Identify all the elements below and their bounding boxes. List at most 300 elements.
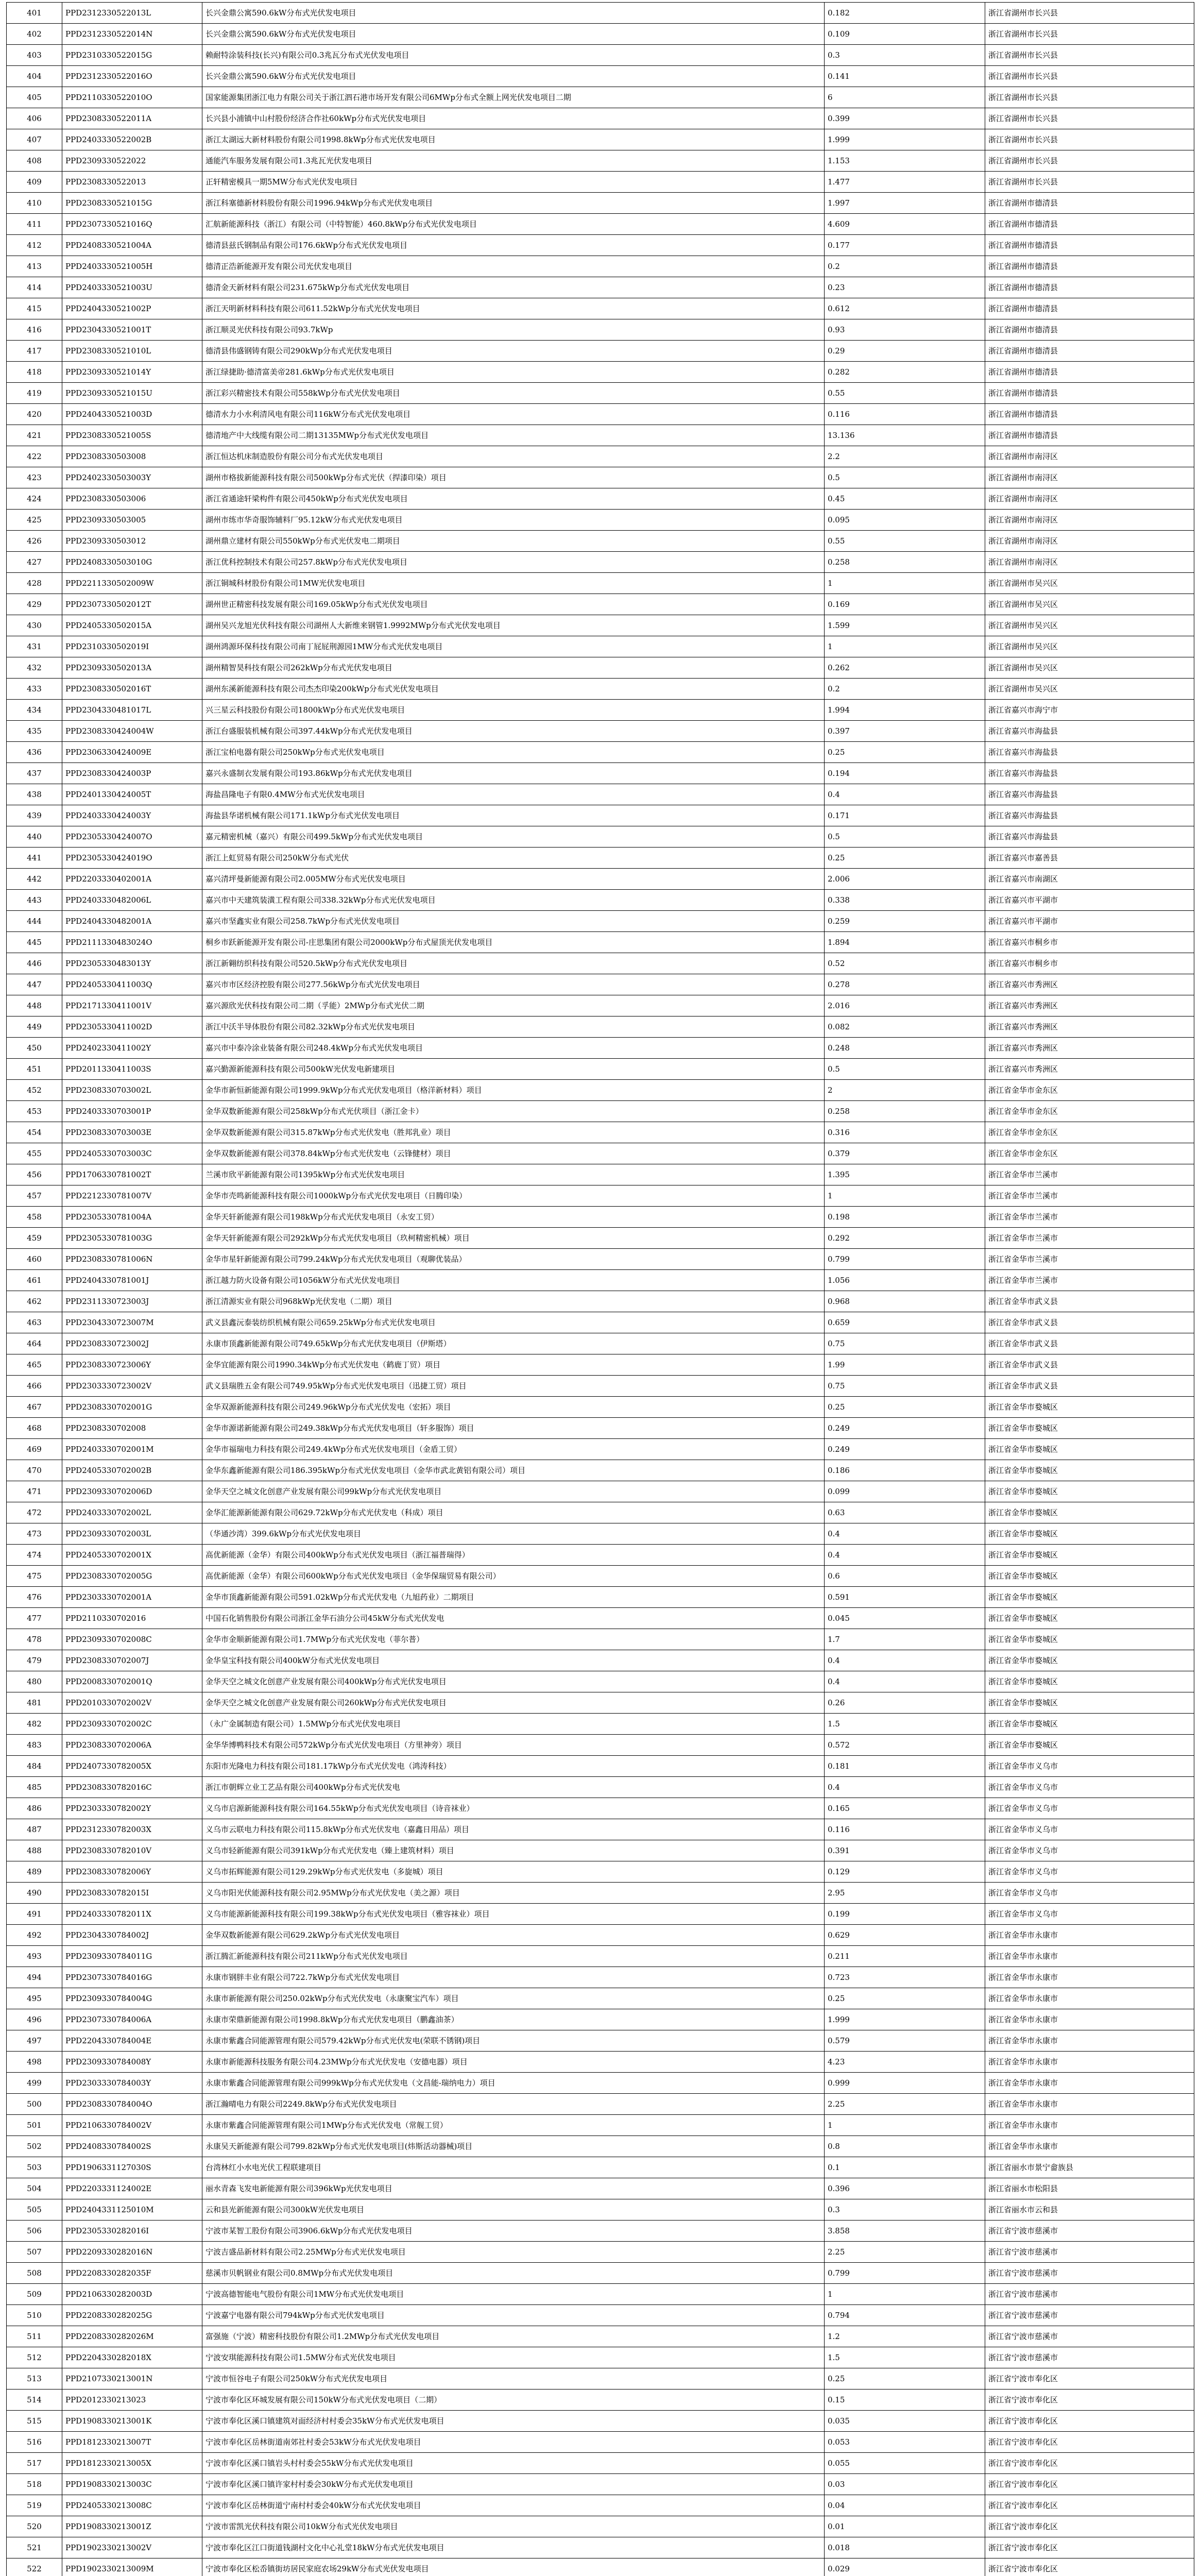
project-code: PPD2309330784004G (62, 1988, 202, 2009)
project-location: 浙江省嘉兴市秀洲区 (985, 1038, 1194, 1059)
capacity-value: 0.129 (825, 1861, 985, 1883)
project-location: 浙江省金华市武义县 (985, 1376, 1194, 1397)
project-table (6, 2, 1194, 2576)
project-location: 浙江省湖州市长兴县 (985, 24, 1194, 45)
table-row (7, 1566, 1194, 1587)
table-row (7, 214, 1194, 235)
row-number: 406 (7, 108, 62, 129)
table-row (7, 1038, 1194, 1059)
row-number: 503 (7, 2157, 62, 2178)
capacity-value: 1 (825, 573, 985, 594)
project-name: 宁波市奉化区环城发展有限公司150kW分布式光伏发电项目（二期） (202, 2389, 825, 2411)
project-location: 浙江省嘉兴市海盐县 (985, 763, 1194, 784)
row-number: 448 (7, 995, 62, 1016)
table-row (7, 1608, 1194, 1629)
row-number: 407 (7, 129, 62, 150)
project-code: PPD2303330723002V (62, 1376, 202, 1397)
capacity-value: 2.016 (825, 995, 985, 1016)
table-row (7, 2411, 1194, 2432)
row-number: 502 (7, 2136, 62, 2157)
project-location: 浙江省金华市武义县 (985, 1333, 1194, 1354)
row-number: 512 (7, 2347, 62, 2368)
table-row (7, 1354, 1194, 1376)
project-location: 浙江省金华市金东区 (985, 1122, 1194, 1143)
project-name: 浙江顺灵光伏科技有限公司93.7kWp (202, 319, 825, 341)
project-location: 浙江省湖州市吴兴区 (985, 594, 1194, 615)
row-number: 517 (7, 2453, 62, 2474)
row-number: 515 (7, 2411, 62, 2432)
row-number: 446 (7, 953, 62, 974)
project-location: 浙江省湖州市长兴县 (985, 108, 1194, 129)
row-number: 504 (7, 2178, 62, 2199)
row-number: 402 (7, 24, 62, 45)
project-code: PPD2309330521015U (62, 383, 202, 404)
table-row (7, 467, 1194, 488)
capacity-value: 0.262 (825, 657, 985, 679)
project-location: 浙江省金华市金东区 (985, 1080, 1194, 1101)
capacity-value: 0.2 (825, 256, 985, 277)
project-location: 浙江省嘉兴市秀洲区 (985, 1059, 1194, 1080)
row-number: 403 (7, 45, 62, 66)
project-name: 宁波市奉化区岳林街道南郊社村委会53kW分布式光伏发电项目 (202, 2432, 825, 2453)
project-name: 金华双数新能源有限公司378.84kWp分布式光伏发电（云锋健材）项目 (202, 1143, 825, 1164)
project-location: 浙江省宁波市慈溪市 (985, 2263, 1194, 2284)
project-location: 浙江省嘉兴市平湖市 (985, 890, 1194, 911)
project-location: 浙江省嘉兴市平湖市 (985, 911, 1194, 932)
project-location: 浙江省金华市兰溪市 (985, 1207, 1194, 1228)
capacity-value: 0.4 (825, 1777, 985, 1798)
project-code: PPD1706330781002T (62, 1164, 202, 1185)
project-code: PPD2308330723006Y (62, 1354, 202, 1376)
project-location: 浙江省金华市武义县 (985, 1354, 1194, 1376)
project-name: 浙江科塞德新材料股份有限公司1996.94kWp分布式光伏发电项目 (202, 193, 825, 214)
table-row (7, 2178, 1194, 2199)
row-number: 506 (7, 2221, 62, 2242)
table-row (7, 362, 1194, 383)
row-number: 436 (7, 742, 62, 763)
capacity-value: 0.4 (825, 1671, 985, 1692)
project-location: 浙江省宁波市奉化区 (985, 2368, 1194, 2389)
project-location: 浙江省宁波市慈溪市 (985, 2242, 1194, 2263)
row-number: 422 (7, 446, 62, 467)
capacity-value: 0.258 (825, 1101, 985, 1122)
project-location: 浙江省湖州市德清县 (985, 341, 1194, 362)
capacity-value: 1.99 (825, 1354, 985, 1376)
project-code: PPD2304330481017L (62, 700, 202, 721)
row-number: 405 (7, 87, 62, 108)
project-name: 德清地产中大线缆有限公司二期13135MWp分布式光伏发电项目 (202, 425, 825, 446)
capacity-value: 0.4 (825, 784, 985, 805)
row-number: 435 (7, 721, 62, 742)
project-code: PPD2010330702002V (62, 1692, 202, 1714)
row-number: 492 (7, 1925, 62, 1946)
project-code: PPD2403330702002L (62, 1502, 202, 1523)
project-location: 浙江省湖州市德清县 (985, 383, 1194, 404)
table-row (7, 932, 1194, 953)
project-location: 浙江省湖州市德清县 (985, 277, 1194, 298)
row-number: 471 (7, 1481, 62, 1502)
project-code: PPD2405330702002B (62, 1460, 202, 1481)
project-location: 浙江省湖州市德清县 (985, 319, 1194, 341)
capacity-value: 0.171 (825, 805, 985, 826)
row-number: 491 (7, 1904, 62, 1925)
row-number: 521 (7, 2537, 62, 2558)
capacity-value: 13.136 (825, 425, 985, 446)
capacity-value: 0.249 (825, 1418, 985, 1439)
capacity-value: 0.03 (825, 2474, 985, 2495)
project-name: 宁波市奉化区松岙镇街坊居民家庭农场29kW分布式光伏发电项目 (202, 2558, 825, 2576)
table-row (7, 1777, 1194, 1798)
project-code: PPD2106330784002V (62, 2115, 202, 2136)
capacity-value: 0.4 (825, 1523, 985, 1545)
project-name: 永康吴天新能源有限公司799.82kWp分布式光伏发电项目(炜斯活动器械)项目 (202, 2136, 825, 2157)
table-row (7, 848, 1194, 869)
project-name: 通能汽车服务发展有限公司1.3兆瓦光伏发电项目 (202, 150, 825, 172)
capacity-value: 1 (825, 1185, 985, 1207)
row-number: 441 (7, 848, 62, 869)
capacity-value: 0.391 (825, 1840, 985, 1861)
capacity-value: 0.01 (825, 2516, 985, 2537)
project-name: 金华市新恒新能源有限公司1999.9kWp分布式光伏发电项目（格洋新材料）项目 (202, 1080, 825, 1101)
project-code: PPD2312330782003X (62, 1819, 202, 1840)
project-name: 海盐昌隆电子有限0.4MW分布式光伏发电项目 (202, 784, 825, 805)
project-code: PPD1812330213007T (62, 2432, 202, 2453)
project-code: PPD2107330213001N (62, 2368, 202, 2389)
project-location: 浙江省金华市兰溪市 (985, 1185, 1194, 1207)
row-number: 419 (7, 383, 62, 404)
table-row (7, 510, 1194, 531)
row-number: 500 (7, 2094, 62, 2115)
project-name: 宁波市恒谷电子有限公司250kW分布式光伏发电项目 (202, 2368, 825, 2389)
project-code: PPD2312330522014N (62, 24, 202, 45)
row-number: 443 (7, 890, 62, 911)
table-row (7, 657, 1194, 679)
project-location: 浙江省湖州市长兴县 (985, 3, 1194, 24)
table-row (7, 552, 1194, 573)
row-number: 415 (7, 298, 62, 319)
table-row (7, 1714, 1194, 1735)
project-code: PPD2404330482001A (62, 911, 202, 932)
project-code: PPD2305330424019O (62, 848, 202, 869)
project-name: 浙江天明新材料科技有限公司611.52kWp分布式光伏发电项目 (202, 298, 825, 319)
table-row (7, 1143, 1194, 1164)
project-location: 浙江省嘉兴市海盐县 (985, 805, 1194, 826)
project-code: PPD2307330502012T (62, 594, 202, 615)
project-code: PPD2110330702016 (62, 1608, 202, 1629)
project-code: PPD2203331124002E (62, 2178, 202, 2199)
table-row (7, 2009, 1194, 2030)
project-location: 浙江省湖州市德清县 (985, 214, 1194, 235)
table-row (7, 404, 1194, 425)
project-location: 浙江省金华市永康市 (985, 2115, 1194, 2136)
capacity-value: 0.141 (825, 66, 985, 87)
project-location: 浙江省丽水市松阳县 (985, 2178, 1194, 2199)
row-number: 438 (7, 784, 62, 805)
capacity-value: 0.029 (825, 2558, 985, 2576)
project-name: 高优新能源（金华）有限公司400kWp分布式光伏发电项目（浙江福普瑞得） (202, 1545, 825, 1566)
project-name: 浙江清源实业有限公司968kWp光伏发电（二期）项目 (202, 1291, 825, 1312)
capacity-value: 2.25 (825, 2094, 985, 2115)
project-location: 浙江省湖州市吴兴区 (985, 657, 1194, 679)
table-row (7, 805, 1194, 826)
capacity-value: 0.396 (825, 2178, 985, 2199)
project-code: PPD2303330784003Y (62, 2073, 202, 2094)
project-name: 台湾林红小水电光伏工程联建项目 (202, 2157, 825, 2178)
row-number: 429 (7, 594, 62, 615)
table-row (7, 869, 1194, 890)
row-number: 486 (7, 1798, 62, 1819)
capacity-value: 0.379 (825, 1143, 985, 1164)
project-code: PPD2308330521015G (62, 193, 202, 214)
project-code: PPD2408330503010G (62, 552, 202, 573)
table-row (7, 2052, 1194, 2073)
project-location: 浙江省金华市金东区 (985, 1101, 1194, 1122)
table-row (7, 2305, 1194, 2326)
project-code: PPD2208330282035F (62, 2263, 202, 2284)
project-name: 浙江瀚晴电力有限公司2249.8kWp分布式光伏发电项目 (202, 2094, 825, 2115)
project-name: 永康市紫鑫合同能源管理有限公司1MWp分布式光伏发电（常舰工贸） (202, 2115, 825, 2136)
project-location: 浙江省嘉兴市海盐县 (985, 826, 1194, 848)
project-code: PPD2403330424003Y (62, 805, 202, 826)
table-row (7, 235, 1194, 256)
table-row (7, 446, 1194, 467)
project-location: 浙江省金华市婺城区 (985, 1439, 1194, 1460)
project-name: 德清金天新材料有限公司231.675kWp分布式光伏发电项目 (202, 277, 825, 298)
project-code: PPD2310330522015G (62, 45, 202, 66)
row-number: 464 (7, 1333, 62, 1354)
project-location: 浙江省湖州市南浔区 (985, 552, 1194, 573)
capacity-value: 0.397 (825, 721, 985, 742)
project-code: PPD1902330213009M (62, 2558, 202, 2576)
table-row (7, 1967, 1194, 1988)
project-name: 浙江铜城科材股份有限公司1MW光伏发电项目 (202, 573, 825, 594)
project-code: PPD2309330702008C (62, 1629, 202, 1650)
project-name: 金华天轩新能源有限公司198kWp分布式光伏发电项目（永安工贸） (202, 1207, 825, 1228)
project-name: 德清县伟盛钢铸有限公司290kWp分布式光伏发电项目 (202, 341, 825, 362)
project-name: 嘉兴永盛制衣发展有限公司193.86kWp分布式光伏发电项目 (202, 763, 825, 784)
capacity-value: 4.609 (825, 214, 985, 235)
project-name: 桐乡市跃新能源开发有限公司-庄思集团有限公司2000kWp分布式屋顶光伏发电项目 (202, 932, 825, 953)
capacity-value: 0.045 (825, 1608, 985, 1629)
project-code: PPD2402330503003Y (62, 467, 202, 488)
project-location: 浙江省宁波市慈溪市 (985, 2326, 1194, 2347)
capacity-value: 0.4 (825, 1545, 985, 1566)
project-code: PPD2308330784004O (62, 2094, 202, 2115)
project-code: PPD2208330282026M (62, 2326, 202, 2347)
project-name: 金华天空之城文化创意产业发展有限公司260kWp分布式光伏发电项目 (202, 1692, 825, 1714)
capacity-value: 0.29 (825, 341, 985, 362)
row-number: 481 (7, 1692, 62, 1714)
capacity-value: 0.018 (825, 2537, 985, 2558)
project-code: PPD2307330784006A (62, 2009, 202, 2030)
project-code: PPD2309330702002C (62, 1714, 202, 1735)
project-location: 浙江省金华市义乌市 (985, 1883, 1194, 1904)
table-row (7, 1291, 1194, 1312)
row-number: 509 (7, 2284, 62, 2305)
project-location: 浙江省金华市义乌市 (985, 1819, 1194, 1840)
table-row (7, 1397, 1194, 1418)
capacity-value: 0.15 (825, 2389, 985, 2411)
project-location: 浙江省湖州市德清县 (985, 235, 1194, 256)
project-code: PPD2305330424007O (62, 826, 202, 848)
project-name: 浙江腾汇新能源科技有限公司211kWp分布式光伏发电项目 (202, 1946, 825, 1967)
capacity-value: 0.579 (825, 2030, 985, 2052)
row-number: 453 (7, 1101, 62, 1122)
project-code: PPD2303330702001A (62, 1587, 202, 1608)
capacity-value: 0.338 (825, 890, 985, 911)
project-code: PPD2308330782015I (62, 1883, 202, 1904)
table-row (7, 2263, 1194, 2284)
capacity-value: 0.25 (825, 1397, 985, 1418)
row-number: 413 (7, 256, 62, 277)
capacity-value: 0.249 (825, 1439, 985, 1460)
project-location: 浙江省金华市婺城区 (985, 1397, 1194, 1418)
project-location: 浙江省金华市永康市 (985, 2136, 1194, 2157)
capacity-value: 1.2 (825, 2326, 985, 2347)
table-row (7, 298, 1194, 319)
row-number: 477 (7, 1608, 62, 1629)
row-number: 417 (7, 341, 62, 362)
project-location: 浙江省金华市义乌市 (985, 1777, 1194, 1798)
project-code: PPD2308330424003P (62, 763, 202, 784)
row-number: 498 (7, 2052, 62, 2073)
table-row (7, 2157, 1194, 2178)
capacity-value: 2.95 (825, 1883, 985, 1904)
project-code: PPD2211330502009W (62, 573, 202, 594)
row-number: 460 (7, 1249, 62, 1270)
project-code: PPD2307330521016Q (62, 214, 202, 235)
project-location: 浙江省湖州市南浔区 (985, 446, 1194, 467)
row-number: 445 (7, 932, 62, 953)
project-location: 浙江省嘉兴市桐乡市 (985, 953, 1194, 974)
project-name: 金华天空之城文化创意产业发展有限公司99kWp分布式光伏发电项目 (202, 1481, 825, 1502)
row-number: 490 (7, 1883, 62, 1904)
table-row (7, 1925, 1194, 1946)
project-code: PPD2403330782011X (62, 1904, 202, 1925)
table-row (7, 784, 1194, 805)
row-number: 423 (7, 467, 62, 488)
row-number: 475 (7, 1566, 62, 1587)
table-row (7, 2030, 1194, 2052)
table-row (7, 341, 1194, 362)
table-row (7, 66, 1194, 87)
project-code: PPD2408330521004A (62, 235, 202, 256)
project-name: 嘉兴市坚鑫实业有限公司258.7kWp分布式光伏发电项目 (202, 911, 825, 932)
row-number: 507 (7, 2242, 62, 2263)
project-location: 浙江省金华市永康市 (985, 1967, 1194, 1988)
table-row (7, 2389, 1194, 2411)
table-row (7, 1016, 1194, 1038)
project-location: 浙江省湖州市长兴县 (985, 172, 1194, 193)
table-row (7, 45, 1194, 66)
capacity-value: 0.63 (825, 1502, 985, 1523)
project-location: 浙江省嘉兴市海宁市 (985, 700, 1194, 721)
project-code: PPD2308330702005G (62, 1566, 202, 1587)
capacity-value: 0.109 (825, 24, 985, 45)
project-name: 浙江中沃半导体股份有限公司82.32kWp分布式光伏发电项目 (202, 1016, 825, 1038)
row-number: 467 (7, 1397, 62, 1418)
project-location: 浙江省湖州市长兴县 (985, 87, 1194, 108)
project-name: 金华天空之城文化创意产业发展有限公司400kWp分布式光伏发电项目 (202, 1671, 825, 1692)
project-code: PPD2309330522022 (62, 150, 202, 172)
table-row (7, 1185, 1194, 1207)
table-row (7, 1122, 1194, 1143)
capacity-value: 1.477 (825, 172, 985, 193)
capacity-value: 0.75 (825, 1376, 985, 1397)
table-row (7, 1650, 1194, 1671)
capacity-value: 0.292 (825, 1228, 985, 1249)
project-name: 浙江恒达机床制造股份有限公司分布式光伏发电项目 (202, 446, 825, 467)
capacity-value: 3.858 (825, 2221, 985, 2242)
capacity-value: 0.095 (825, 510, 985, 531)
row-number: 401 (7, 3, 62, 24)
table-row (7, 2474, 1194, 2495)
project-location: 浙江省金华市武义县 (985, 1312, 1194, 1333)
table-row (7, 277, 1194, 298)
row-number: 426 (7, 531, 62, 552)
project-code: PPD2111330483024O (62, 932, 202, 953)
project-location: 浙江省湖州市德清县 (985, 425, 1194, 446)
row-number: 489 (7, 1861, 62, 1883)
capacity-value: 0.45 (825, 488, 985, 510)
table-row (7, 1798, 1194, 1819)
row-number: 508 (7, 2263, 62, 2284)
table-row (7, 1228, 1194, 1249)
project-code: PPD2306330424009E (62, 742, 202, 763)
project-code: PPD2307330784016G (62, 1967, 202, 1988)
project-location: 浙江省宁波市奉化区 (985, 2453, 1194, 2474)
project-location: 浙江省嘉兴市海盐县 (985, 784, 1194, 805)
capacity-value: 0.8 (825, 2136, 985, 2157)
project-location: 浙江省金华市永康市 (985, 2094, 1194, 2115)
project-code: PPD2404331125010M (62, 2199, 202, 2221)
row-number: 447 (7, 974, 62, 995)
table-row (7, 2073, 1194, 2094)
project-code: PPD2203330402001A (62, 869, 202, 890)
capacity-value: 0.799 (825, 1249, 985, 1270)
row-number: 412 (7, 235, 62, 256)
project-location: 浙江省湖州市南浔区 (985, 467, 1194, 488)
project-code: PPD2309330784011G (62, 1946, 202, 1967)
project-name: 浙江上虹贸易有限公司250kW分布式光伏 (202, 848, 825, 869)
project-code: PPD2408330784002S (62, 2136, 202, 2157)
project-code: PPD2305330411002D (62, 1016, 202, 1038)
project-location: 浙江省金华市婺城区 (985, 1545, 1194, 1566)
project-location: 浙江省金华市永康市 (985, 2009, 1194, 2030)
row-number: 493 (7, 1946, 62, 1967)
project-name: 宁波嘉宁电器有限公司794kWp分布式光伏发电项目 (202, 2305, 825, 2326)
project-code: PPD2312330522013L (62, 3, 202, 24)
project-location: 浙江省湖州市吴兴区 (985, 636, 1194, 657)
capacity-value: 1.994 (825, 700, 985, 721)
project-name: 宁波市奉化区江口街道钱湖村文化中心礼堂18kW分布式光伏发电项目 (202, 2537, 825, 2558)
table-row (7, 1861, 1194, 1883)
project-code: PPD2309330503012 (62, 531, 202, 552)
row-number: 457 (7, 1185, 62, 1207)
project-location: 浙江省嘉兴市海盐县 (985, 742, 1194, 763)
project-code: PPD2204330282018X (62, 2347, 202, 2368)
project-name: 嘉兴勤源新能源科技有限公司500kW光伏发电新建项目 (202, 1059, 825, 1080)
project-name: 武义县瑞胜五金有限公司749.95kWp分布式光伏发电项目（迅捷工贸）项目 (202, 1376, 825, 1397)
project-name: 金华双源新能源科技有限公司249.96kWp分布式光伏发电（宏拓）项目 (202, 1397, 825, 1418)
capacity-value: 1.599 (825, 615, 985, 636)
project-code: PPD1908330213003C (62, 2474, 202, 2495)
row-number: 440 (7, 826, 62, 848)
project-code: PPD2309330502013A (62, 657, 202, 679)
project-location: 浙江省金华市婺城区 (985, 1418, 1194, 1439)
capacity-value: 0.612 (825, 298, 985, 319)
capacity-value: 0.799 (825, 2263, 985, 2284)
